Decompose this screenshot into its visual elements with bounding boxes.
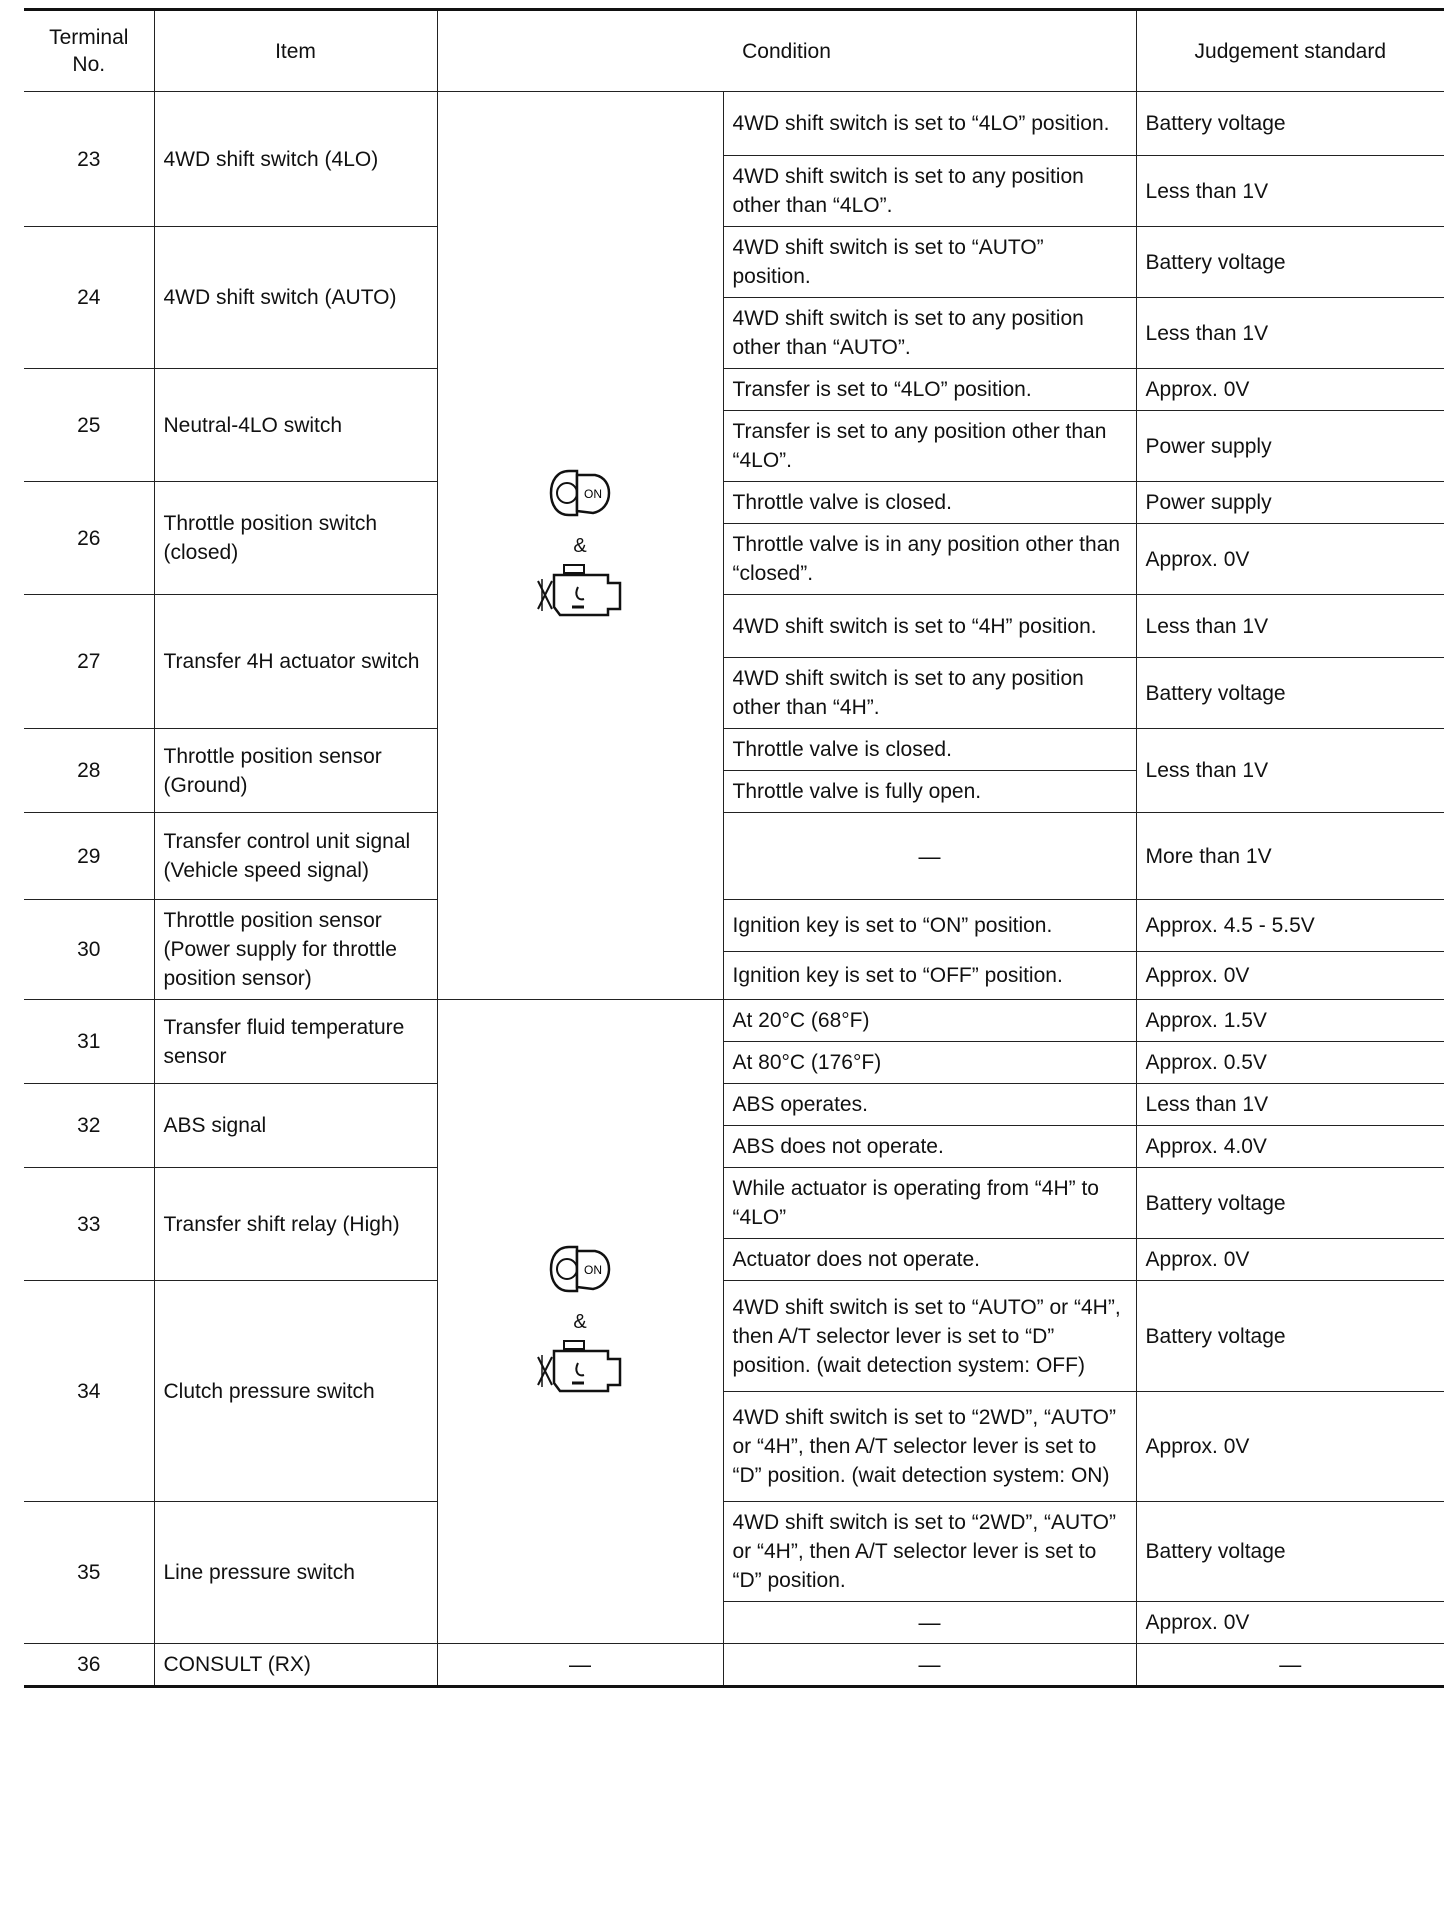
terminal-no: 28 bbox=[24, 729, 154, 813]
table-row bbox=[24, 1084, 1444, 1126]
engine-running-icon bbox=[534, 1337, 626, 1403]
judgement-standard-cell: Approx. 0V bbox=[1136, 524, 1444, 595]
ignition-key-on-icon bbox=[547, 1241, 613, 1307]
judgement-standard-cell: Approx. 1.5V bbox=[1136, 1000, 1444, 1042]
judgement-standard-cell: — bbox=[1136, 1644, 1444, 1687]
judgement-standard-cell: Battery voltage bbox=[1136, 227, 1444, 298]
terminal-item: ABS signal bbox=[154, 1084, 437, 1168]
ampersand-label: & bbox=[573, 1310, 587, 1333]
terminal-item: 4WD shift switch (AUTO) bbox=[154, 227, 437, 369]
terminal-no: 27 bbox=[24, 595, 154, 729]
condition-cell: 4WD shift switch is set to “4H” position. bbox=[723, 595, 1136, 658]
condition-cell: At 80°C (176°F) bbox=[723, 1042, 1136, 1084]
terminal-item: Transfer shift relay (High) bbox=[154, 1168, 437, 1281]
condition-cell: Transfer is set to “4LO” position. bbox=[723, 369, 1136, 411]
terminal-item: Line pressure switch bbox=[154, 1502, 437, 1644]
svg-text:ON: ON bbox=[584, 1262, 602, 1277]
judgement-standard-cell: Less than 1V bbox=[1136, 156, 1444, 227]
judgement-standard-cell: Approx. 0V bbox=[1136, 1239, 1444, 1281]
terminal-no: 23 bbox=[24, 92, 154, 227]
table-row bbox=[24, 92, 1444, 156]
condition-cell: — bbox=[723, 813, 1136, 900]
condition-cell: ABS operates. bbox=[723, 1084, 1136, 1126]
judgement-standard-cell: Approx. 0V bbox=[1136, 1392, 1444, 1502]
terminal-no: 30 bbox=[24, 900, 154, 1000]
table-row bbox=[24, 595, 1444, 658]
judgement-standard-cell: Battery voltage bbox=[1136, 1281, 1444, 1392]
operation-dash: — bbox=[437, 1644, 723, 1687]
judgement-standard-cell: Approx. 0V bbox=[1136, 369, 1444, 411]
svg-text:ON: ON bbox=[584, 486, 602, 501]
condition-cell: 4WD shift switch is set to “4LO” position. bbox=[723, 92, 1136, 156]
condition-cell: 4WD shift switch is set to “2WD”, “AUTO” or “4H”, then A/T selector lever is set to “D” position. (wait detection system: ON) bbox=[723, 1392, 1136, 1502]
terminal-no: 29 bbox=[24, 813, 154, 900]
terminal-item: Transfer fluid temperature sensor bbox=[154, 1000, 437, 1084]
judgement-standard-cell: Battery voltage bbox=[1136, 92, 1444, 156]
table-row bbox=[24, 1168, 1444, 1239]
condition-cell: While actuator is operating from “4H” to “4LO” bbox=[723, 1168, 1136, 1239]
condition-cell: Throttle valve is in any position other than “closed”. bbox=[723, 524, 1136, 595]
terminal-item: 4WD shift switch (4LO) bbox=[154, 92, 437, 227]
judgement-standard-cell: Battery voltage bbox=[1136, 658, 1444, 729]
terminal-no: 31 bbox=[24, 1000, 154, 1084]
terminal-item: Neutral-4LO switch bbox=[154, 369, 437, 482]
judgement-standard-cell: Approx. 0.5V bbox=[1136, 1042, 1444, 1084]
judgement-standard-cell: Approx. 4.5 - 5.5V bbox=[1136, 900, 1444, 952]
judgement-standard-cell: More than 1V bbox=[1136, 813, 1444, 900]
terminal-no: 35 bbox=[24, 1502, 154, 1644]
header-terminal-no: Terminal No. bbox=[24, 10, 154, 92]
terminal-item: Throttle position switch (closed) bbox=[154, 482, 437, 595]
condition-cell: 4WD shift switch is set to any position other than “4LO”. bbox=[723, 156, 1136, 227]
terminal-inspection-sheet bbox=[24, 8, 1444, 1688]
condition-cell: At 20°C (68°F) bbox=[723, 1000, 1136, 1042]
condition-cell: Throttle valve is closed. bbox=[723, 482, 1136, 524]
terminal-no: 32 bbox=[24, 1084, 154, 1168]
judgement-standard-cell: Approx. 0V bbox=[1136, 951, 1444, 999]
judgement-standard-cell: Power supply bbox=[1136, 482, 1444, 524]
terminal-item: CONSULT (RX) bbox=[154, 1644, 437, 1687]
ignition-key-on-icon bbox=[547, 465, 613, 531]
condition-cell: 4WD shift switch is set to “AUTO” position. bbox=[723, 227, 1136, 298]
terminal-no: 33 bbox=[24, 1168, 154, 1281]
table-row bbox=[24, 1502, 1444, 1602]
terminal-no: 24 bbox=[24, 227, 154, 369]
terminal-item: Transfer control unit signal (Vehicle speed signal) bbox=[154, 813, 437, 900]
condition-cell: Transfer is set to any position other than “4LO”. bbox=[723, 411, 1136, 482]
condition-cell: 4WD shift switch is set to “AUTO” or “4H”, then A/T selector lever is set to “D” position. (wait detection system: OFF) bbox=[723, 1281, 1136, 1392]
condition-cell: Throttle valve is closed. bbox=[723, 729, 1136, 771]
table-row bbox=[24, 1000, 1444, 1042]
terminal-no: 34 bbox=[24, 1281, 154, 1502]
table-row bbox=[24, 227, 1444, 298]
terminal-no: 36 bbox=[24, 1644, 154, 1687]
judgement-standard-cell: Less than 1V bbox=[1136, 1084, 1444, 1126]
judgement-standard-cell: Less than 1V bbox=[1136, 729, 1444, 813]
condition-cell: ABS does not operate. bbox=[723, 1126, 1136, 1168]
condition-cell: 4WD shift switch is set to any position other than “AUTO”. bbox=[723, 298, 1136, 369]
header-row bbox=[24, 10, 1444, 92]
table-row bbox=[24, 729, 1444, 771]
header-condition: Condition bbox=[437, 10, 1136, 92]
icon-stack bbox=[534, 465, 626, 627]
terminal-no: 25 bbox=[24, 369, 154, 482]
terminal-no: 26 bbox=[24, 482, 154, 595]
judgement-standard-cell: Power supply bbox=[1136, 411, 1444, 482]
terminal-item: Throttle position sensor (Ground) bbox=[154, 729, 437, 813]
judgement-standard-cell: Battery voltage bbox=[1136, 1502, 1444, 1602]
condition-cell: Throttle valve is fully open. bbox=[723, 771, 1136, 813]
terminal-item: Throttle position sensor (Power supply for throttle position sensor) bbox=[154, 900, 437, 1000]
condition-cell: 4WD shift switch is set to “2WD”, “AUTO” or “4H”, then A/T selector lever is set to “D” position. bbox=[723, 1502, 1136, 1602]
table-row bbox=[24, 813, 1444, 900]
header-item: Item bbox=[154, 10, 437, 92]
condition-cell: — bbox=[723, 1602, 1136, 1644]
engine-running-icon bbox=[534, 561, 626, 627]
condition-cell: 4WD shift switch is set to any position other than “4H”. bbox=[723, 658, 1136, 729]
table-row bbox=[24, 482, 1444, 524]
operating-condition-icons bbox=[437, 92, 723, 1000]
judgement-standard-cell: Approx. 0V bbox=[1136, 1602, 1444, 1644]
condition-cell: Ignition key is set to “ON” position. bbox=[723, 900, 1136, 952]
table-row bbox=[24, 1644, 1444, 1687]
terminal-item: Clutch pressure switch bbox=[154, 1281, 437, 1502]
condition-cell: — bbox=[723, 1644, 1136, 1687]
condition-cell: Actuator does not operate. bbox=[723, 1239, 1136, 1281]
terminal-table bbox=[24, 8, 1444, 1688]
condition-cell: Ignition key is set to “OFF” position. bbox=[723, 951, 1136, 999]
table-row bbox=[24, 1281, 1444, 1392]
table-row bbox=[24, 900, 1444, 952]
header-judgement-standard: Judgement standard bbox=[1136, 10, 1444, 92]
table-row bbox=[24, 369, 1444, 411]
judgement-standard-cell: Less than 1V bbox=[1136, 298, 1444, 369]
judgement-standard-cell: Battery voltage bbox=[1136, 1168, 1444, 1239]
terminal-item: Transfer 4H actuator switch bbox=[154, 595, 437, 729]
icon-stack bbox=[534, 1241, 626, 1403]
operating-condition-icons bbox=[437, 1000, 723, 1644]
ampersand-label: & bbox=[573, 534, 587, 557]
judgement-standard-cell: Less than 1V bbox=[1136, 595, 1444, 658]
judgement-standard-cell: Approx. 4.0V bbox=[1136, 1126, 1444, 1168]
